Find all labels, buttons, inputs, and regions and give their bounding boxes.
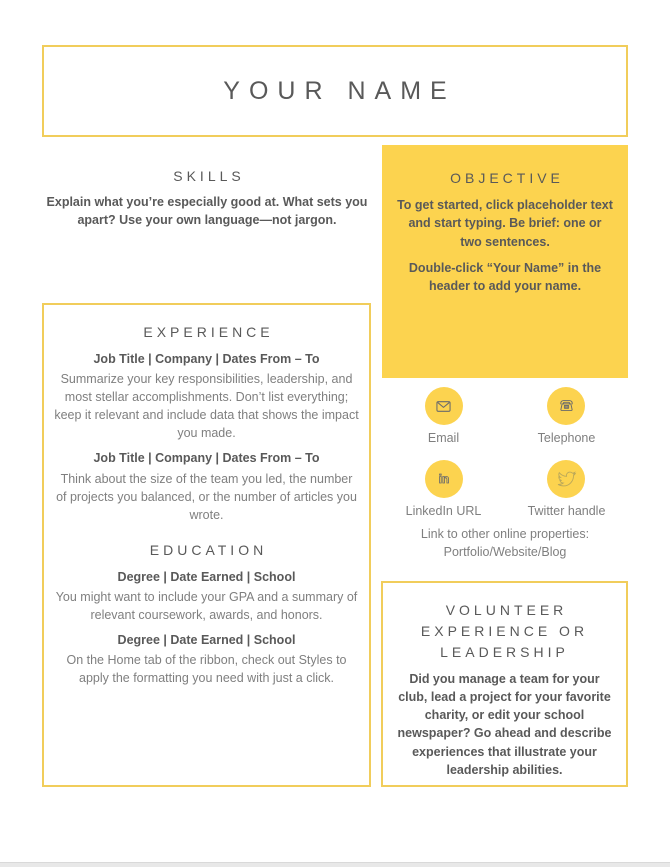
- experience-entry-body[interactable]: Summarize your key responsibilities, leadership, and most stellar accomplishments. Don’t list everything; keep it relevant and include data that shows the impact you made.: [54, 372, 359, 441]
- contact-item-twitter: [528, 460, 606, 518]
- linkedin-icon: [425, 460, 463, 498]
- linkedin-glyph: in: [438, 472, 449, 487]
- email-icon: [425, 387, 463, 425]
- name-header-box: [42, 45, 628, 137]
- education-entry-body[interactable]: On the Home tab of the ribbon, check out Styles to apply the formatting you need with just a click.: [66, 653, 347, 686]
- experience-entry-body[interactable]: Think about the size of the team you led, the number of projects you balanced, or the number of articles you wrote.: [56, 471, 357, 522]
- contact-label[interactable]: Twitter handle: [527, 504, 606, 518]
- skills-section: [42, 166, 372, 230]
- education-entry-title[interactable]: Degree | Date Earned | School: [117, 569, 296, 584]
- objective-body[interactable]: Double-click “Your Name” in the header to add your name.: [408, 260, 602, 293]
- contact-item-telephone: [538, 387, 596, 445]
- contact-label[interactable]: Email: [427, 431, 460, 445]
- contact-item-linkedin: [406, 460, 482, 518]
- education-heading[interactable]: EDUCATION: [149, 541, 268, 558]
- education-entry-title[interactable]: Degree | Date Earned | School: [117, 632, 296, 647]
- contact-section: [382, 387, 628, 518]
- online-properties-line1[interactable]: Link to other online properties:: [420, 527, 590, 541]
- experience-entry-title[interactable]: Job Title | Company | Dates From – To: [93, 352, 320, 367]
- experience-heading[interactable]: EXPERIENCE: [143, 324, 274, 340]
- objective-body[interactable]: To get started, click placeholder text and start typing. Be brief: one or two sentences.: [397, 198, 613, 249]
- page-break-strip: [0, 862, 670, 867]
- objective-heading[interactable]: OBJECTIVE: [450, 170, 564, 186]
- name-placeholder[interactable]: YOUR NAME: [223, 76, 456, 105]
- skills-body[interactable]: Explain what you’re especially good at. What sets you apart? Use your own language—not jargon.: [46, 195, 368, 228]
- volunteer-box: [381, 581, 628, 787]
- twitter-icon: [547, 460, 585, 498]
- contact-label[interactable]: LinkedIn URL: [405, 504, 482, 518]
- online-properties-line2[interactable]: Portfolio/Website/Blog: [443, 545, 567, 560]
- contact-label[interactable]: Telephone: [537, 431, 596, 445]
- online-properties-text[interactable]: [382, 525, 628, 561]
- experience-entry-title[interactable]: Job Title | Company | Dates From – To: [93, 451, 320, 466]
- objective-panel: [382, 145, 628, 378]
- volunteer-body[interactable]: Did you manage a team for your club, lead a project for your favorite charity, or edit your school newspaper? Go ahead and describe experiences that illustrate your leadership abilities.: [397, 672, 612, 777]
- skills-heading[interactable]: SKILLS: [173, 168, 245, 184]
- telephone-icon: [547, 387, 585, 425]
- volunteer-heading[interactable]: VOLUNTEER EXPERIENCE OR LEADERSHIP: [420, 602, 589, 660]
- education-entry-body[interactable]: You might want to include your GPA and a summary of relevant coursework, awards, and honors.: [55, 589, 358, 622]
- experience-education-box: [42, 303, 371, 787]
- contact-item-email: [425, 387, 463, 445]
